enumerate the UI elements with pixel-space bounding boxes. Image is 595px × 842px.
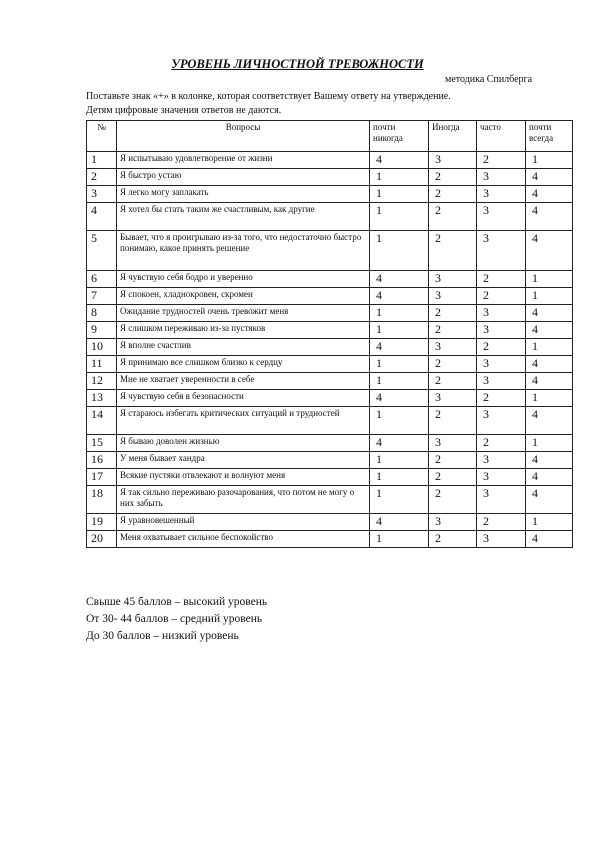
answer-cell[interactable]: 2 (429, 407, 477, 435)
answer-cell[interactable]: 3 (477, 486, 526, 514)
row-question: Я чувствую себя бодро и уверенно (117, 271, 370, 288)
answer-cell[interactable]: 2 (477, 271, 526, 288)
row-question: Я спокоен, хладнокровен, скромен (117, 288, 370, 305)
answer-cell[interactable]: 2 (429, 469, 477, 486)
row-number: 5 (87, 231, 117, 271)
row-number: 2 (87, 169, 117, 186)
answer-cell[interactable]: 1 (370, 322, 429, 339)
answer-cell[interactable]: 4 (370, 339, 429, 356)
answer-cell[interactable]: 4 (526, 469, 573, 486)
answer-cell[interactable]: 1 (370, 186, 429, 203)
answer-cell[interactable]: 3 (429, 271, 477, 288)
table-row (87, 152, 573, 169)
answer-cell[interactable]: 1 (526, 435, 573, 452)
table-row (87, 407, 573, 435)
answer-cell[interactable]: 3 (477, 231, 526, 271)
answer-cell[interactable]: 1 (526, 514, 573, 531)
row-question: Меня охватывает сильное беспокойство (117, 531, 370, 548)
scale-high: Свыше 45 баллов – высокий уровень (86, 596, 268, 608)
row-question: Ожидание трудностей очень тревожит меня (117, 305, 370, 322)
answer-cell[interactable]: 1 (370, 486, 429, 514)
scoring-scale (86, 594, 267, 645)
row-number: 4 (87, 203, 117, 231)
header-almost-never: почти никогда (370, 121, 429, 152)
answer-cell[interactable]: 2 (477, 390, 526, 407)
answer-cell[interactable]: 2 (477, 152, 526, 169)
answer-cell[interactable]: 1 (370, 305, 429, 322)
header-number: № (87, 121, 117, 152)
table-row (87, 435, 573, 452)
row-question: У меня бывает хандра (117, 452, 370, 469)
row-question: Я бываю доволен жизнью (117, 435, 370, 452)
header-sometimes: Иногда (429, 121, 477, 152)
answer-cell[interactable]: 4 (526, 486, 573, 514)
row-number: 19 (87, 514, 117, 531)
answer-cell[interactable]: 2 (429, 203, 477, 231)
scale-medium: От 30- 44 баллов – средний уровень (86, 613, 263, 625)
header-often: часто (477, 121, 526, 152)
answer-cell[interactable]: 1 (370, 169, 429, 186)
row-question: Я быстро устаю (117, 169, 370, 186)
row-number: 14 (87, 407, 117, 435)
table-row (87, 514, 573, 531)
row-question: Я уравновешенный (117, 514, 370, 531)
table-row (87, 322, 573, 339)
questionnaire-table (86, 120, 573, 548)
answer-cell[interactable]: 4 (526, 531, 573, 548)
table-header-row (87, 121, 573, 152)
answer-cell[interactable]: 4 (526, 356, 573, 373)
answer-cell[interactable]: 4 (526, 231, 573, 271)
table-row (87, 531, 573, 548)
row-question: Всякие пустяки отвлекают и волнуют меня (117, 469, 370, 486)
answer-cell[interactable]: 1 (370, 203, 429, 231)
row-number: 1 (87, 152, 117, 169)
answer-cell[interactable]: 3 (477, 407, 526, 435)
answer-cell[interactable]: 3 (477, 373, 526, 390)
scale-low: До 30 баллов – низкий уровень (86, 630, 239, 642)
answer-cell[interactable]: 3 (429, 435, 477, 452)
answer-cell[interactable]: 3 (477, 186, 526, 203)
table-row (87, 339, 573, 356)
answer-cell[interactable]: 4 (526, 452, 573, 469)
table-row (87, 452, 573, 469)
answer-cell[interactable]: 1 (370, 373, 429, 390)
answer-cell[interactable]: 1 (526, 288, 573, 305)
row-question: Я так сильно переживаю разочарования, что потом не могу о них забыть (117, 486, 370, 514)
instruction-line: Детям цифровые значения ответов не даются. (86, 105, 282, 116)
answer-cell[interactable]: 4 (370, 514, 429, 531)
table-row (87, 203, 573, 231)
answer-cell[interactable]: 1 (526, 271, 573, 288)
answer-cell[interactable]: 3 (429, 288, 477, 305)
answer-cell[interactable]: 1 (370, 469, 429, 486)
answer-cell[interactable]: 2 (429, 531, 477, 548)
row-number: 6 (87, 271, 117, 288)
table-row (87, 390, 573, 407)
answer-cell[interactable]: 2 (477, 339, 526, 356)
row-question: Мне не хватает уверенности в себе (117, 373, 370, 390)
row-number: 18 (87, 486, 117, 514)
header-almost-always: почти всегда (526, 121, 573, 152)
table-row (87, 305, 573, 322)
answer-cell[interactable]: 4 (526, 373, 573, 390)
answer-cell[interactable]: 4 (526, 186, 573, 203)
table-row (87, 486, 573, 514)
row-number: 16 (87, 452, 117, 469)
table-body (87, 152, 573, 548)
row-number: 15 (87, 435, 117, 452)
table-row (87, 169, 573, 186)
row-number: 11 (87, 356, 117, 373)
answer-cell[interactable]: 3 (477, 531, 526, 548)
answer-cell[interactable]: 4 (370, 152, 429, 169)
answer-cell[interactable]: 1 (370, 452, 429, 469)
method-note: методика Спилберга (445, 74, 533, 85)
answer-cell[interactable]: 3 (429, 514, 477, 531)
row-number: 12 (87, 373, 117, 390)
answer-cell[interactable]: 4 (526, 407, 573, 435)
page-title: УРОВЕНЬ ЛИЧНОСТНОЙ ТРЕВОЖНОСТИ (171, 57, 424, 71)
row-number: 17 (87, 469, 117, 486)
answer-cell[interactable]: 3 (477, 169, 526, 186)
answer-cell[interactable]: 2 (477, 435, 526, 452)
row-question: Я испытываю удовлетворение от жизни (117, 152, 370, 169)
row-question: Я хотел бы стать таким же счастливым, как другие (117, 203, 370, 231)
row-number: 3 (87, 186, 117, 203)
table-row (87, 186, 573, 203)
answer-cell[interactable]: 4 (526, 169, 573, 186)
answer-cell[interactable]: 3 (477, 322, 526, 339)
instructions (86, 90, 451, 118)
answer-cell[interactable]: 2 (429, 452, 477, 469)
table-row (87, 356, 573, 373)
row-number: 7 (87, 288, 117, 305)
table-row (87, 271, 573, 288)
row-number: 9 (87, 322, 117, 339)
answer-cell[interactable]: 2 (429, 322, 477, 339)
answer-cell[interactable]: 4 (370, 390, 429, 407)
answer-cell[interactable]: 1 (526, 390, 573, 407)
row-question: Я принимаю все слишком близко к сердцу (117, 356, 370, 373)
table-row (87, 288, 573, 305)
answer-cell[interactable]: 4 (370, 271, 429, 288)
row-number: 20 (87, 531, 117, 548)
row-question: Я чувствую себя в безопасности (117, 390, 370, 407)
answer-cell[interactable]: 3 (477, 203, 526, 231)
row-question: Я слишком переживаю из-за пустяков (117, 322, 370, 339)
table-row (87, 231, 573, 271)
answer-cell[interactable]: 2 (429, 356, 477, 373)
answer-cell[interactable]: 1 (526, 152, 573, 169)
answer-cell[interactable]: 2 (429, 231, 477, 271)
answer-cell[interactable]: 4 (526, 322, 573, 339)
answer-cell[interactable]: 1 (370, 531, 429, 548)
answer-cell[interactable]: 4 (526, 305, 573, 322)
row-question: Я легко могу заплакать (117, 186, 370, 203)
answer-cell[interactable]: 1 (370, 231, 429, 271)
answer-cell[interactable]: 3 (477, 356, 526, 373)
answer-cell[interactable]: 2 (477, 514, 526, 531)
answer-cell[interactable]: 3 (429, 152, 477, 169)
answer-cell[interactable]: 2 (477, 288, 526, 305)
instruction-line: Поставьте знак «+» в колонке, которая соответствует Вашему ответу на утверждение. (86, 91, 451, 102)
answer-cell[interactable]: 2 (429, 305, 477, 322)
answer-cell[interactable]: 4 (370, 288, 429, 305)
answer-cell[interactable]: 2 (429, 486, 477, 514)
row-question: Бывает, что я проигрываю из-за того, что недостаточно быстро понимаю, какое принять решение (117, 231, 370, 271)
answer-cell[interactable]: 2 (429, 169, 477, 186)
answer-cell[interactable]: 3 (429, 339, 477, 356)
answer-cell[interactable]: 2 (429, 186, 477, 203)
answer-cell[interactable]: 3 (477, 469, 526, 486)
row-question: Я вполне счастлив (117, 339, 370, 356)
answer-cell[interactable]: 1 (370, 407, 429, 435)
answer-cell[interactable]: 4 (526, 203, 573, 231)
row-number: 10 (87, 339, 117, 356)
answer-cell[interactable]: 1 (370, 356, 429, 373)
table-row (87, 469, 573, 486)
row-number: 8 (87, 305, 117, 322)
header-questions: Вопросы (117, 121, 370, 152)
answer-cell[interactable]: 3 (477, 452, 526, 469)
answer-cell[interactable]: 3 (477, 305, 526, 322)
answer-cell[interactable]: 2 (429, 373, 477, 390)
table-row (87, 373, 573, 390)
answer-cell[interactable]: 4 (370, 435, 429, 452)
row-question: Я стараюсь избегать критических ситуаций и трудностей (117, 407, 370, 435)
row-number: 13 (87, 390, 117, 407)
answer-cell[interactable]: 1 (526, 339, 573, 356)
answer-cell[interactable]: 3 (429, 390, 477, 407)
